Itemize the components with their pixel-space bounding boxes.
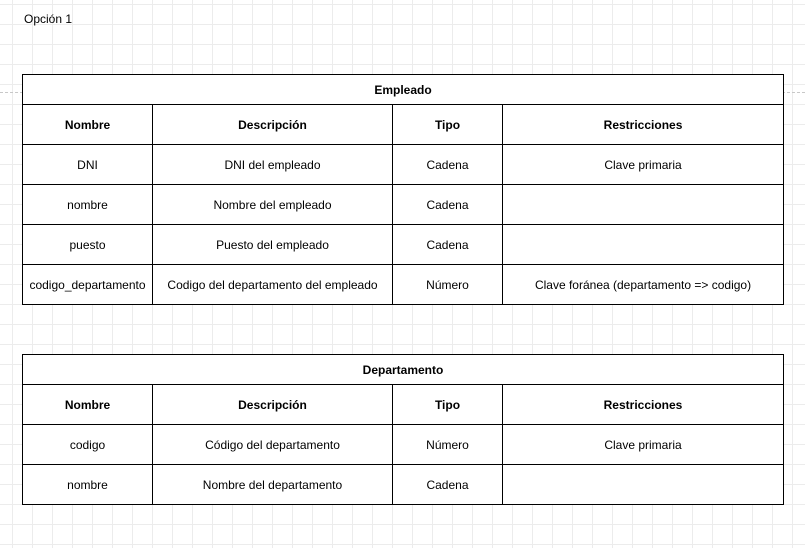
cell-restricciones[interactable]	[503, 225, 784, 265]
table-row	[23, 145, 784, 185]
cell-tipo[interactable]: Cadena	[393, 145, 503, 185]
cell-restricciones[interactable]	[503, 465, 784, 505]
cell-descripcion[interactable]: Nombre del departamento	[153, 465, 393, 505]
cell-nombre[interactable]: nombre	[23, 465, 153, 505]
cell-tipo[interactable]: Cadena	[393, 225, 503, 265]
table-row	[23, 225, 784, 265]
cell-descripcion[interactable]: Puesto del empleado	[153, 225, 393, 265]
header-nombre[interactable]: Nombre	[23, 385, 153, 425]
cell-descripcion[interactable]: DNI del empleado	[153, 145, 393, 185]
cell-tipo[interactable]: Cadena	[393, 465, 503, 505]
cell-tipo[interactable]: Número	[393, 425, 503, 465]
cell-nombre[interactable]: nombre	[23, 185, 153, 225]
entity-table-departamento[interactable]	[22, 354, 784, 505]
header-tipo[interactable]: Tipo	[393, 385, 503, 425]
table-header-row	[23, 105, 784, 145]
table-row	[23, 185, 784, 225]
header-restricciones[interactable]: Restricciones	[503, 385, 784, 425]
entity-table-empleado[interactable]	[22, 74, 784, 305]
table-title[interactable]: Empleado	[23, 75, 784, 105]
cell-tipo[interactable]: Cadena	[393, 185, 503, 225]
cell-nombre[interactable]: codigo	[23, 425, 153, 465]
table-row	[23, 465, 784, 505]
cell-descripcion[interactable]: Codigo del departamento del empleado	[153, 265, 393, 305]
cell-tipo[interactable]: Número	[393, 265, 503, 305]
table-title-row	[23, 355, 784, 385]
option-label: Opción 1	[24, 12, 73, 26]
header-descripcion[interactable]: Descripción	[153, 385, 393, 425]
cell-restricciones[interactable]: Clave foránea (departamento => codigo)	[503, 265, 784, 305]
table-header-row	[23, 385, 784, 425]
table-title[interactable]: Departamento	[23, 355, 784, 385]
table-row	[23, 265, 784, 305]
cell-restricciones[interactable]	[503, 185, 784, 225]
cell-nombre[interactable]: puesto	[23, 225, 153, 265]
cell-restricciones[interactable]: Clave primaria	[503, 145, 784, 185]
cell-nombre[interactable]: codigo_departamento	[23, 265, 153, 305]
table-title-row	[23, 75, 784, 105]
table-row	[23, 425, 784, 465]
cell-descripcion[interactable]: Código del departamento	[153, 425, 393, 465]
cell-nombre[interactable]: DNI	[23, 145, 153, 185]
header-restricciones[interactable]: Restricciones	[503, 105, 784, 145]
cell-descripcion[interactable]: Nombre del empleado	[153, 185, 393, 225]
header-descripcion[interactable]: Descripción	[153, 105, 393, 145]
cell-restricciones[interactable]: Clave primaria	[503, 425, 784, 465]
header-tipo[interactable]: Tipo	[393, 105, 503, 145]
header-nombre[interactable]: Nombre	[23, 105, 153, 145]
